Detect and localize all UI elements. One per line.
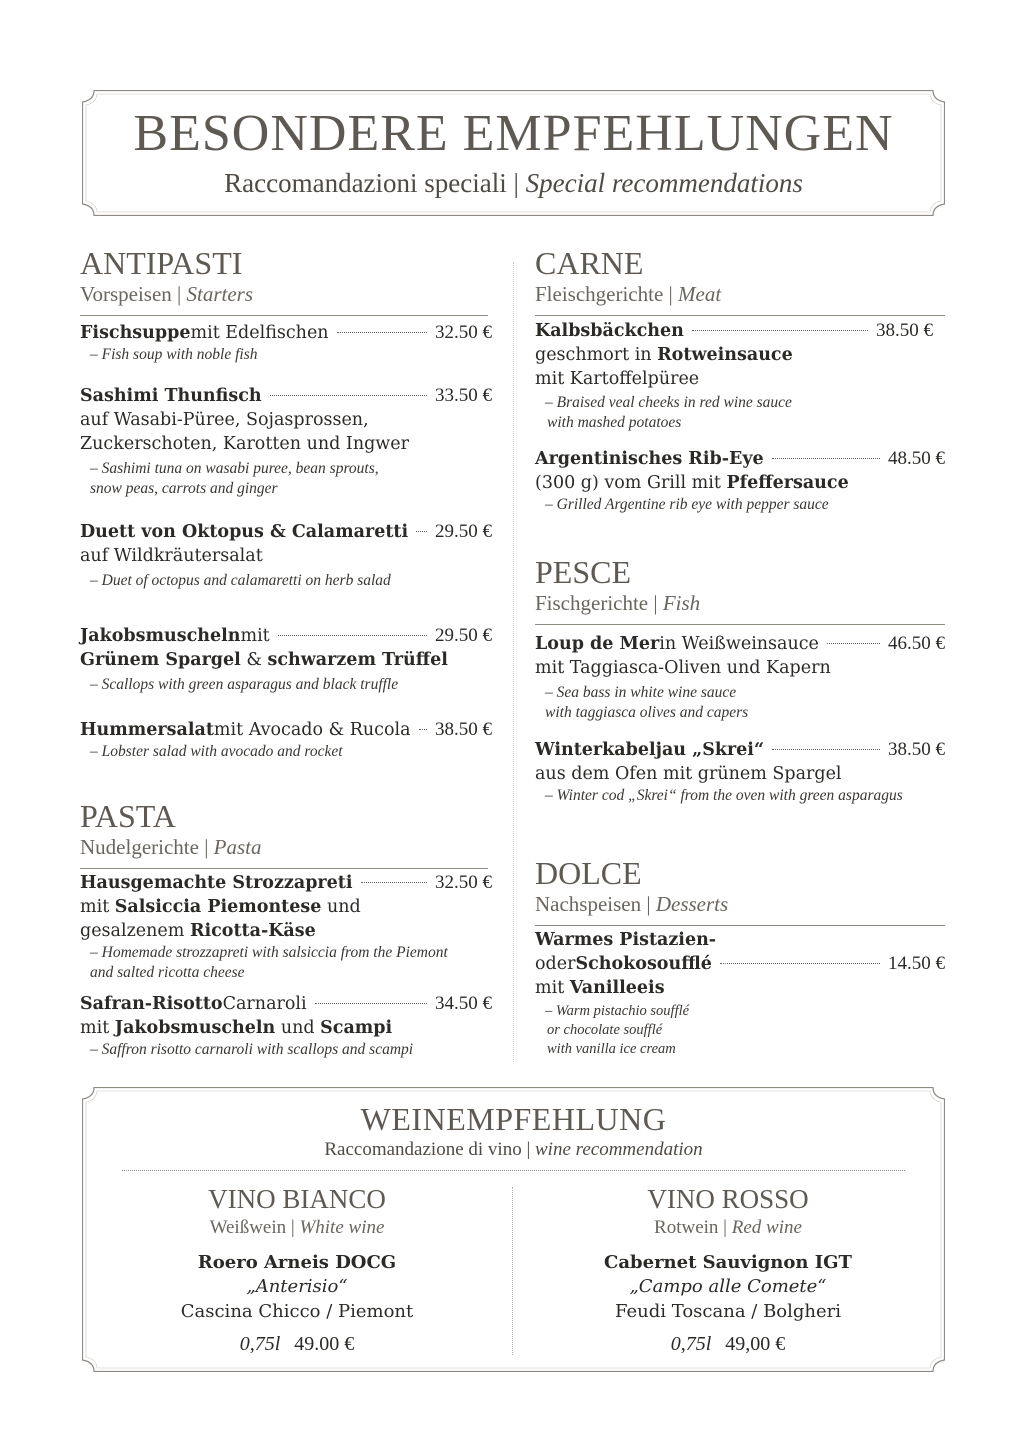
menu-item: Kalbsbäckchen 38.50 € geschmort in Rotweinsauce mit Kartoffelpüree – Braised veal cheeks in red wine sauce with mashed potatoes (535, 320, 933, 431)
wine-red (513, 1183, 943, 1357)
menu-item: Safran-Risotto Carnaroli 34.50 € mit Jakobsmuscheln und Scampi – Saffron risotto carnaroli with scallops and scampi (80, 993, 492, 1058)
menu-item: Argentinisches Rib-Eye 48.50 € (300 g) vom Grill mit Pfeffersauce – Grilled Argentine rib eye with pepper sauce (535, 448, 945, 513)
section-rule (535, 624, 945, 625)
wine-white-origin: Cascina Chicco / Piemont (180, 1301, 414, 1322)
item-price: 38.50 € (876, 320, 933, 341)
item-price: 38.50 € (435, 719, 492, 740)
item-price: 32.50 € (435, 872, 492, 893)
column-divider (513, 262, 514, 1062)
item-price: 29.50 € (435, 521, 492, 542)
section-rule (535, 925, 945, 926)
wine-red-subtitle: Rotwein | Red wine (654, 1217, 802, 1238)
item-price: 38.50 € (888, 739, 945, 760)
item-price: 29.50 € (435, 625, 492, 646)
item-price: 34.50 € (435, 993, 492, 1014)
item-price: 14.50 € (888, 953, 945, 974)
wine-white-title: VINO BIANCO (208, 1184, 386, 1214)
menu-item: Duett von Oktopus & Calamaretti 29.50 € auf Wildkräutersalat – Duet of octopus and calamaretti on herb salad (80, 521, 492, 589)
wine-red-price: 0,75l 49,00 € (670, 1333, 786, 1355)
section-subtitle: Nachspeisen | Desserts (535, 892, 729, 916)
menu-item: Sashimi Thunfisch 33.50 € auf Wasabi-Püree, Sojasprossen, Zuckerschoten, Karotten und Ingwer – Sashimi tuna on wasabi puree, bean sprouts, snow peas, carrots and ginger (80, 385, 492, 497)
wine-white (82, 1183, 512, 1357)
wine-white-name: Roero Arneis DOCG (197, 1252, 397, 1273)
section-antipasti (80, 246, 492, 316)
section-pesce (535, 555, 945, 625)
section-rule (80, 315, 488, 316)
section-subtitle: Vorspeisen | Starters (80, 282, 253, 306)
menu-item: Warmes Pistazien- oder Schokosoufflé 14.50 € mit Vanilleeis – Warm pistachio soufflé or chocolate soufflé with vanilla ice cream (535, 930, 945, 1057)
item-price: 46.50 € (888, 633, 945, 654)
section-title: PESCE (535, 554, 632, 590)
wine-dotted-rule (122, 1170, 905, 1171)
wine-red-origin: Feudi Toscana / Bolgheri (614, 1301, 842, 1322)
wine-red-name: Cabernet Sauvignon IGT (604, 1252, 852, 1273)
wine-subtitle: Raccomandazione di vino | wine recommendation (324, 1139, 703, 1160)
wine-white-price: 0,75l 49.00 € (239, 1333, 355, 1355)
wine-white-desc: „Anterisio“ (246, 1276, 348, 1297)
section-dolce (535, 856, 945, 926)
section-title: CARNE (535, 245, 644, 281)
item-price: 33.50 € (435, 385, 492, 406)
page-title: BESONDERE EMPFEHLUNGEN (133, 105, 894, 162)
menu-item: Loup de Mer in Weißweinsauce 46.50 € mit Taggiasca-Oliven und Kapern – Sea bass in white wine sauce with taggiasca olives and capers (535, 633, 945, 721)
section-rule (535, 315, 945, 316)
menu-item: Winterkabeljau „Skrei“ 38.50 € aus dem Ofen mit grünem Spargel – Winter cod „Skrei“ from the oven with green asparagus (535, 739, 945, 804)
section-title: DOLCE (535, 855, 642, 891)
item-price: 48.50 € (888, 448, 945, 469)
menu-item: Hausgemachte Strozzapreti 32.50 € mit Salsiccia Piemontese und gesalzenem Ricotta-Käse – Homemade strozzapreti with salsiccia from the Piemont and salted ricotta cheese (80, 872, 492, 981)
section-carne (535, 246, 945, 316)
wine-red-title: VINO ROSSO (647, 1184, 809, 1214)
header-frame (82, 90, 945, 216)
wine-recommendation-frame (82, 1087, 945, 1372)
wine-red-desc: „Campo alle Comete“ (629, 1276, 827, 1297)
menu-item: Jakobsmuscheln mit 29.50 € Grünem Spargel & schwarzem Trüffel – Scallops with green asparagus and black truffle (80, 625, 492, 693)
section-title: PASTA (80, 798, 176, 834)
section-title: ANTIPASTI (80, 245, 243, 281)
section-pasta (80, 799, 492, 869)
page-subtitle: Raccomandazioni speciali | Special recommendations (224, 168, 803, 198)
menu-item: Fischsuppe mit Edelfischen 32.50 € – Fish soup with noble fish (80, 322, 492, 363)
wine-title: WEINEMPFEHLUNG (360, 1101, 667, 1137)
item-price: 32.50 € (435, 322, 492, 343)
section-subtitle: Fleischgerichte | Meat (535, 282, 722, 306)
wine-white-subtitle: Weißwein | White wine (209, 1217, 385, 1238)
section-subtitle: Nudelgerichte | Pasta (80, 835, 262, 859)
menu-item: Hummersalat mit Avocado & Rucola 38.50 € – Lobster salad with avocado and rocket (80, 719, 492, 760)
section-rule (80, 868, 488, 869)
section-subtitle: Fischgerichte | Fish (535, 591, 701, 615)
